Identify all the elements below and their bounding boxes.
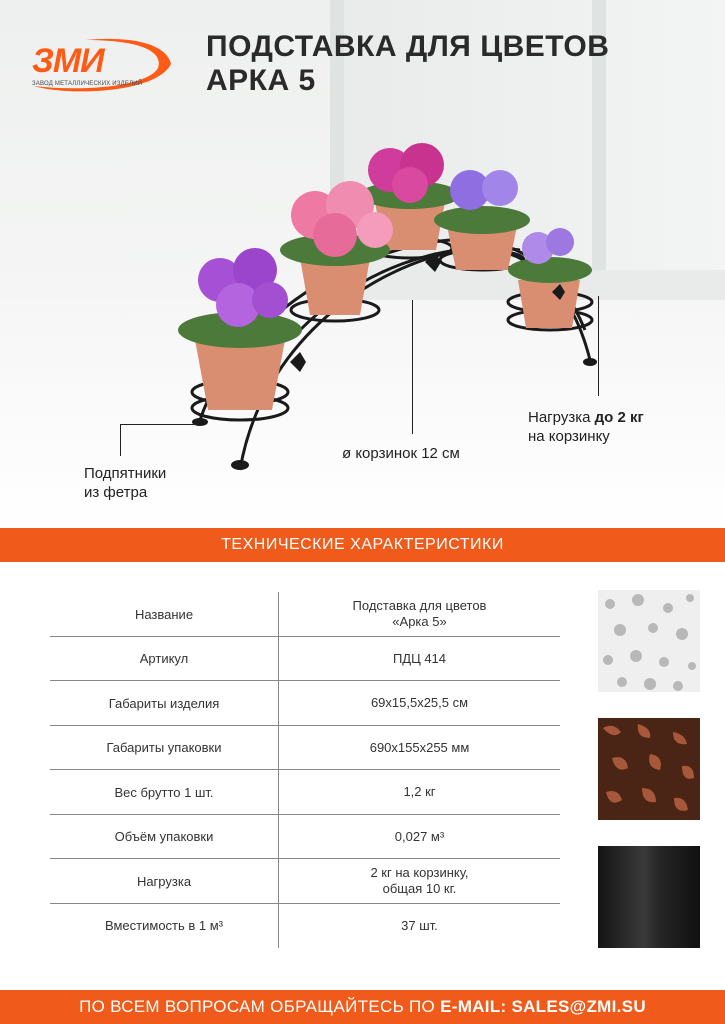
spec-value: 37 шт. xyxy=(401,917,438,933)
title-line-1: ПОДСТАВКА ДЛЯ ЦВЕТОВ xyxy=(206,30,610,63)
table-row xyxy=(50,770,560,815)
basket-leader-line xyxy=(412,300,413,434)
footer-email[interactable]: E-MAIL: SALES@ZMI.SU xyxy=(440,997,646,1016)
load-leader-line xyxy=(598,296,599,396)
logo-subtitle: ЗАВОД МЕТАЛЛИЧЕСКИХ ИЗДЕЛИЙ xyxy=(32,81,143,87)
table-row xyxy=(50,637,560,681)
spec-name: Артикул xyxy=(50,637,279,680)
logo-text: ЗМИ xyxy=(32,42,104,80)
table-row xyxy=(50,681,560,726)
contact-footer xyxy=(0,990,725,1024)
swatch-white-texture xyxy=(598,590,700,692)
spec-name: Объём упаковки xyxy=(50,815,279,858)
brand-logo xyxy=(26,34,176,94)
spec-name: Вместимость в 1 м³ xyxy=(50,904,279,947)
spec-value: 2 кг на корзинку, общая 10 кг. xyxy=(370,865,469,896)
swatch-copper-texture xyxy=(598,718,700,820)
table-row xyxy=(50,859,560,904)
title-line-2: АРКА 5 xyxy=(206,64,316,97)
spec-value: 690х155х255 мм xyxy=(369,739,470,755)
table-row xyxy=(50,904,560,947)
footer-prefix: ПО ВСЕМ ВОПРОСАМ ОБРАЩАЙТЕСЬ ПО xyxy=(79,997,441,1016)
spec-name: Название xyxy=(50,592,279,636)
basket-callout: ø корзинок 12 см xyxy=(342,445,460,462)
table-row xyxy=(50,726,560,770)
spec-value: 0,027 м³ xyxy=(394,828,445,844)
feet-callout: Подпятники из фетра xyxy=(84,465,167,501)
swatch-black-texture xyxy=(598,846,700,948)
load-callout: Нагрузка до 2 кг на корзинку xyxy=(528,409,644,445)
spec-name: Вес брутто 1 шт. xyxy=(50,770,279,814)
spec-value: Подставка для цветов «Арка 5» xyxy=(352,598,487,629)
spec-value: 1,2 кг xyxy=(403,784,436,799)
feet-leader-vertical xyxy=(120,424,121,456)
spec-value: ПДЦ 414 xyxy=(392,650,447,666)
section-header: ТЕХНИЧЕСКИЕ ХАРАКТЕРИСТИКИ xyxy=(0,528,725,562)
table-row xyxy=(50,815,560,859)
table-row xyxy=(50,592,560,637)
spec-name: Габариты упаковки xyxy=(50,726,279,769)
spec-value: 69х15,5х25,5 см xyxy=(370,695,469,710)
spec-name: Нагрузка xyxy=(50,859,279,903)
feet-leader-horizontal xyxy=(120,424,196,425)
page-title xyxy=(206,30,609,98)
spec-name: Габариты изделия xyxy=(50,681,279,725)
